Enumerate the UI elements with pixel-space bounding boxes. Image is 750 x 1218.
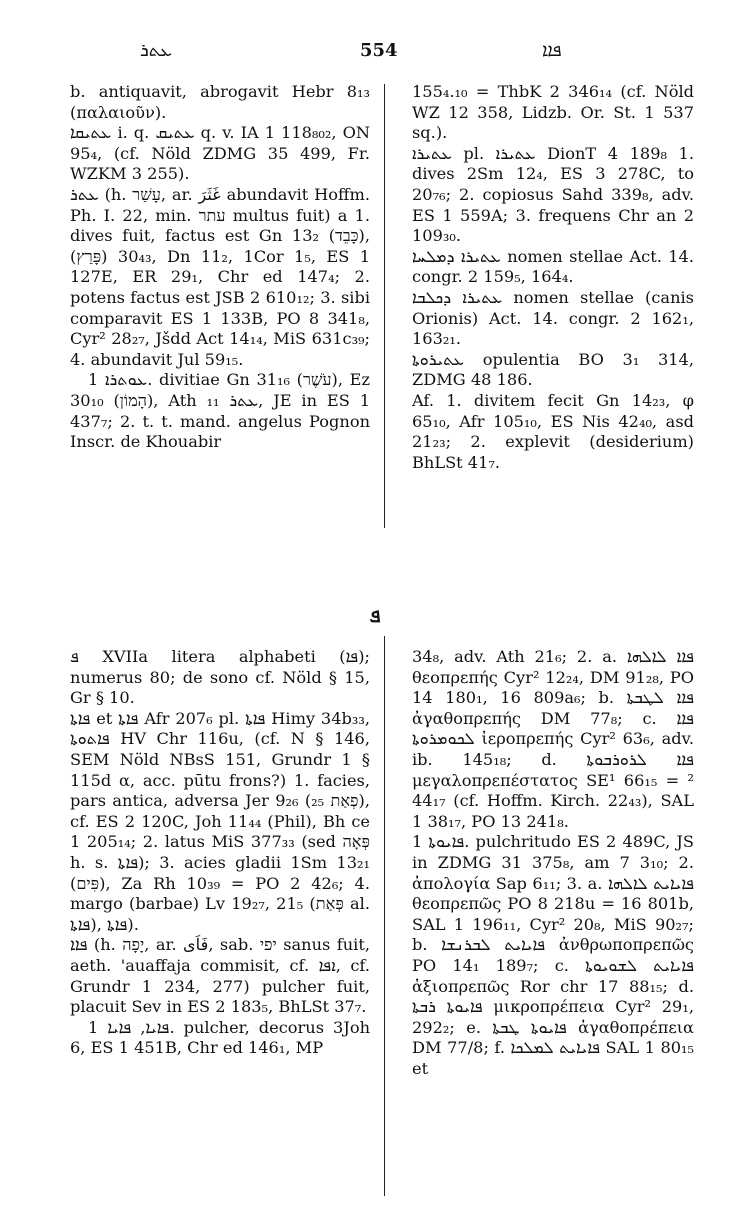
entry: ܥܬܪ (h. עָשַׁר, ar. غَثَرَ abundavit Hoffm. Ph. I. 22, min. עתר multus fuit) a 1. dives fuit, factus est Gn 13₂ (כָּבֵד), 30₄₃ (פָּרַץ), Dn 11₂, 1Cor 1₅, ES 1 127E, ER 29₁, Chr ed 147₄; 2. potens factus est JSB 2 610₁₂; 3. sibi comparavit ES 1 133B, PO 8 341₈, Cyr² 28₂₇, Jšdd Act 14₁₄, MiS 631c₃₉; 4. abundavit Jul 59₁₅. — [70, 184, 370, 369]
entry: ܦ XVIIa litera alphabeti (ܦܐ); numerus 80; de sono cf. Nöld § 15, Gr § 10. — [70, 647, 370, 708]
entry: ܥܘܬܪܐ 1. divitiae Gn 31₁₆ (עֹשֶׁר), Ez 30₁₀ (הָמוֹן), Ath ܥܬܪ ₁₁, JE in ES 1 437₇; 2. t. t. mand. angelus Pognon Inscr. de Khouabir — [70, 370, 370, 452]
left-headword: ܥܬܪ — [140, 40, 172, 61]
entry: ܥܬܝܪܘܬܐ opulentia BO 3₁ 314, ZDMG 48 186. — [412, 349, 694, 390]
column-divider — [384, 84, 385, 528]
entry: ܥܬܝܪܐ ܕܡܠܚܐ nomen stellae Act. 14. congr. 2 159₅, 164₄. — [412, 246, 694, 287]
running-header — [60, 40, 690, 64]
entry: ܥܬܝܪܐ pl. ܥܬܝܪܐ DionT 4 189₈ 1. dives 2Sm 12₄, ES 3 278C, to 20₇₆; 2. copiosus Sahd 339₈, adv. ES 1 559A; 3. frequens Chr an 2 109₃₀. — [412, 143, 694, 246]
entry: 155₄.₁₀ = ThbK 2 346₁₄ (cf. Nöld WZ 12 358, Lidzb. Or. St. 1 537 sq.). — [412, 82, 694, 143]
upper-right-column — [412, 82, 694, 473]
entry: ܥܬܝܪܐ ܕܟܠܒܐ nomen stellae (canis Orionis) Act. 14. congr. 2 162₁, 163₂₁. — [412, 287, 694, 349]
page-number: 554 — [360, 40, 398, 61]
entry: b. antiquavit, abrogavit Hebr 8₁₃ (παλαιοῦν). — [70, 82, 370, 122]
section-letter: ܦ — [369, 603, 381, 627]
entry: ܥܬܝܩܐ i. q. ܥܬܝܩ q. v. IA 1 118₈₀₂, ON 95₄, (cf. Nöld ZDMG 35 499, Fr. WZKM 3 255). — [70, 123, 370, 184]
entry: ܦܐܐ (h. יָפָה, ar. فَاَى, sab. יפי sanus fuit, aeth. 'auaffaja commisit, cf. ܐܦܐ, cf. Grundr 1 234, 277) pulcher fuit, placuit Sev in ES 2 183₅, BhLSt 37₇. — [70, 935, 370, 1017]
entry: 34₈, adv. Ath 21₆; 2. a. ܦܐܐ ܠܐܠܗܐ θεοπρεπής Cyr² 12₂₄, DM 91₂₈, PO 14 180₁, 16 809a₆; b. ܦܐܐ ܠܛܒܬܐ ἀγαθοπρεπής DM 77₈; c. ܦܐܐ ܠܟܘܡܪܘܬܐ ἱεροπρεπής Cyr² 63₆, adv. ib. 145₁₈; d. ܦܐܐ ܠܪܘܪܒܘܬܐ μεγαλοπρεπέστατος SE¹ 66₁₅ = ² 44₁₇ (cf. Hoffm. Kirch. 22₄₃), SAL 1 38₁₇, PO 13 241₈. — [412, 647, 694, 831]
entry: ܦܐܝܐ, ܦܐܝܐ 1. pulcher, decorus 3Joh 6, ES 1 451B, Chr ed 146₁, MP — [70, 1017, 370, 1058]
entry: ܦܐܬܐ et ܦܐܬܐ Afr 207₆ pl. ܦܐܬܐ Himy 34b₃₃, ܦܐܬܘܬܐ HV Chr 116u, (cf. N § 146, SEM Nöld NBsS 151, Grundr 1 § 115d α, acc. pūtu frons?) 1. facies, pars antica, adversa Jer 9₂₆ (₂₅ פְאַת), cf. ES 2 120C, Joh 11₄₄ (Phil), Bh ce 1 205₁₄; 2. latus MiS 377₃₃ (sed פְּאָה h. s. ܦܐܬܐ); 3. acies gladii 1Sm 13₂₁ (פִּים), Za Rh 10₃₉ = PO 2 42₆; 4. margo (barbae) Lv 19₂₇, 21₅ (פְּאַת al. ܦܐܬܐ), ܦܐܬܐ). — [70, 708, 370, 934]
right-headword: ܦܐܐ — [542, 40, 562, 61]
upper-left-column — [70, 82, 370, 453]
column-divider — [384, 636, 385, 1196]
lower-left-column — [70, 647, 370, 1059]
entry: Af. 1. divitem fecit Gn 14₂₃, φ 65₁₀, Afr 105₁₀, ES Nis 42₄₀, asd 21₂₃; 2. explevit (desiderium) BhLSt 41₇. — [412, 390, 694, 472]
entry: ܦܐܝܘܬܐ 1. pulchritudo ES 2 489C, JS in ZDMG 31 375₈, am 7 3₁₀; 2. ἀπολογία Sap 6₁₁; 3. a. ܦܐܝܐܝܬ ܠܐܠܗܐ θεοπρεπῶς PO 8 218u = 16 801b, SAL 1 196₁₁, Cyr² 20₈, MiS 90₂₇; b. ܦܐܝܐܝܬ ܠܒܪܢܫܐ ἀνθρωποπρεπῶς PO 14₁ 189₇; c. ܦܐܝܐܝܬ ܠܫܘܝܘܬܐ ἀξιοπρεπῶς Ror chr 17 88₁₅; d. ܦܐܝܘܬܐ ܪܒܬܐ μικροπρέπεια Cyr² 29₁, 292₂; e. ܦܐܝܘܬܐ ܛܒܬܐ ἀγαθοπρέπεια DM 77/8; f. ܦܐܝܐܝܬ ܠܡܠܟܐ SAL 1 80₁₅ et — [412, 832, 695, 1078]
lower-right-column — [412, 647, 694, 1079]
